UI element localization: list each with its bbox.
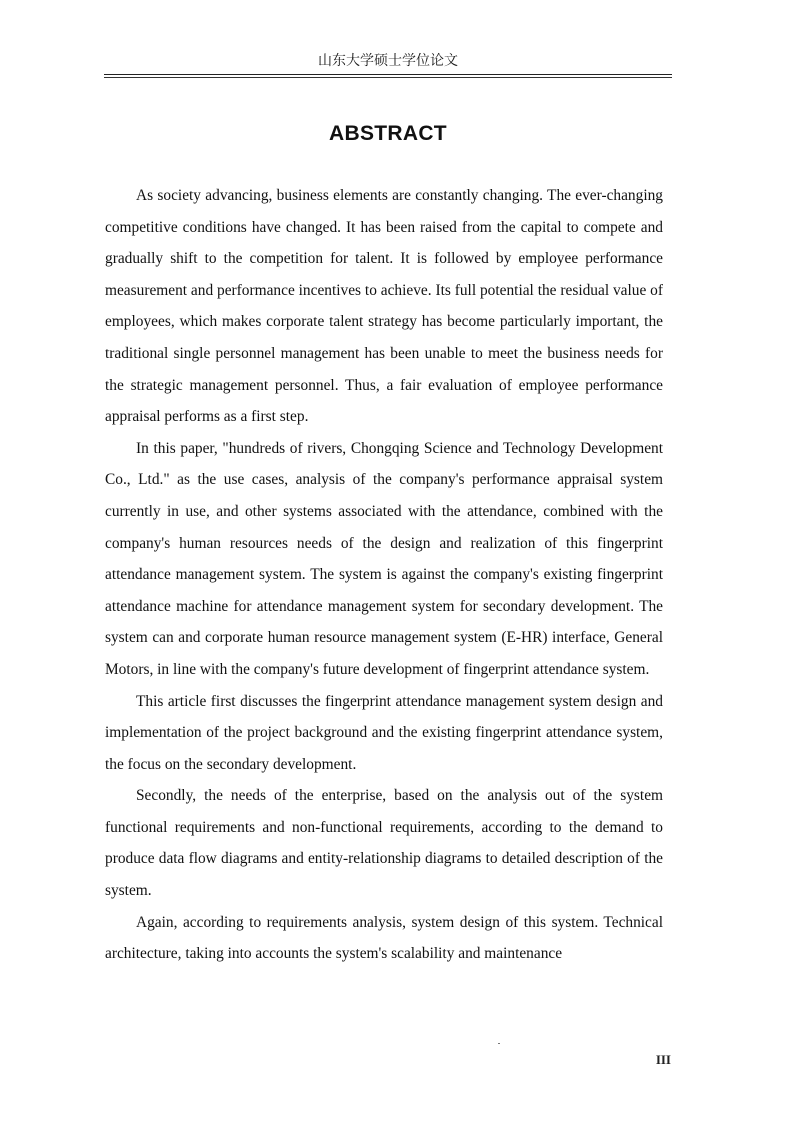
scan-speck bbox=[498, 1043, 500, 1044]
paragraph-3: This article first discusses the fingerprint attendance management system design and implementation of the project background and the existing fingerprint attendance system, the focus on the secondary development. bbox=[105, 692, 663, 773]
paragraph-4: Secondly, the needs of the enterprise, based on the analysis out of the system functional requirements and non-functional requirements, according to the demand to produce data flow diagrams and entity-relationship diagrams to detailed description of the system. bbox=[105, 787, 663, 900]
page-number: III bbox=[655, 1052, 671, 1067]
header-rule-thin bbox=[104, 77, 672, 78]
paragraph-2: In this paper, "hundreds of rivers, Chongqing Science and Technology Development Co., Ltd." as the use cases, analysis of the company's performance appraisal system currently in use, and other systems associated with the attendance, combined with the company's human resources needs of the design and realization of this fingerprint attendance management system. The system is against the company's existing fingerprint attendance machine for attendance management system for secondary development. The system can and corporate human resource management system (E-HR) interface, General Motors, in line with the company's future development of fingerprint attendance system. bbox=[105, 439, 663, 678]
paragraph-5: Again, according to requirements analysis, system design of this system. Technical architecture, taking into accounts the system's scalability and maintenance bbox=[105, 913, 663, 963]
header-rule-thick bbox=[104, 74, 672, 75]
running-header: 山东大学硕士学位论文 bbox=[318, 53, 458, 69]
abstract-body bbox=[105, 180, 663, 970]
paragraph-1: As society advancing, business elements are constantly changing. The ever-changing competitive conditions have changed. It has been raised from the capital to compete and gradually shift to the competition for talent. It is followed by employee performance measurement and performance incentives to achieve. Its full potential the residual value of employees, which makes corporate talent strategy has become particularly important, the traditional single personnel management has been unable to meet the business needs for the strategic management personnel. Thus, a fair evaluation of employee performance appraisal performs as a first step. bbox=[105, 187, 663, 426]
abstract-title: ABSTRACT bbox=[329, 122, 447, 145]
